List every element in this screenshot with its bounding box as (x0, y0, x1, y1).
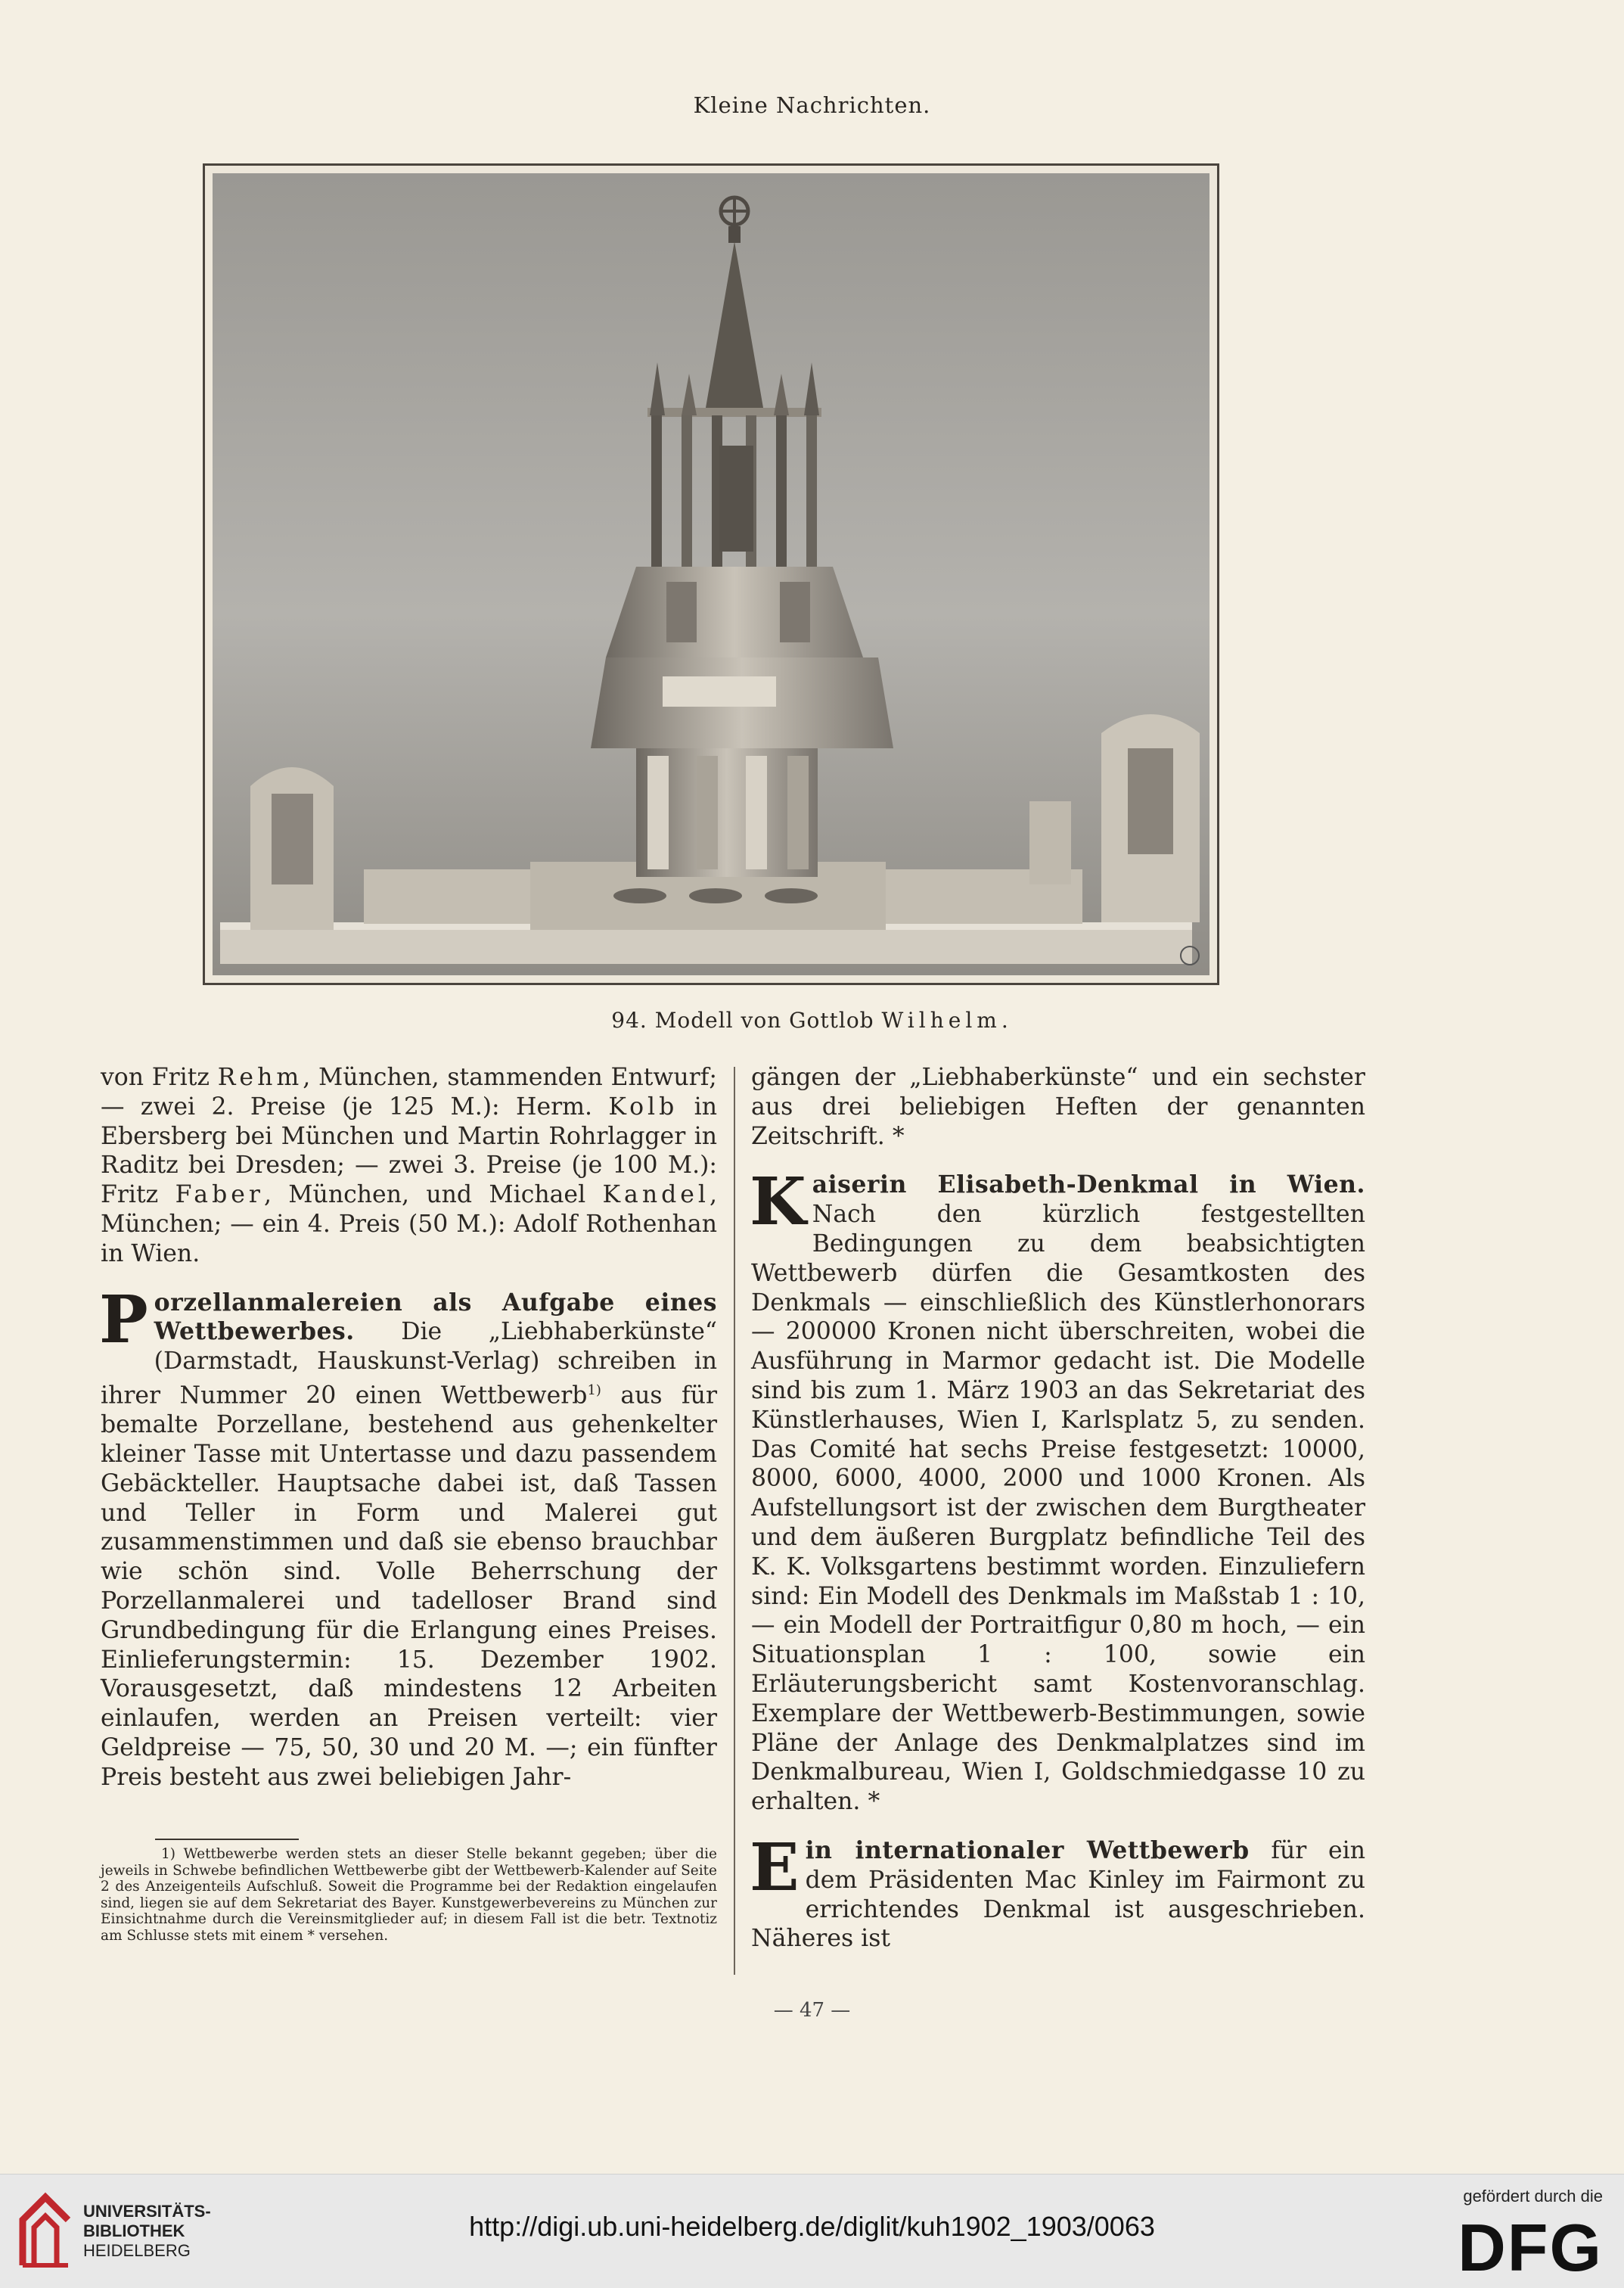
article-body: für ein dem Präsidenten Mac Kinley im Fairmont zu errichtendes Denkmal ist ausgeschrieben. Näheres ist (751, 1836, 1365, 1953)
article-body: Nach den kürzlich festgestellten Bedingungen zu dem beabsichtigten Wettbewerb dürfen die Gesamtkosten des Denkmals — einschließlich des Künstlerhonorars — 200000 Kronen nicht überschreiten, wobei die Ausführung in Marmor gedacht ist. Die Modelle sind bis zum 1. März 1903 an das Sekretariat des Künstlerhauses, Wien I, Karlsplatz 5, zu senden. Das Comité hat sechs Preise festgesetzt: 10000, 8000, 6000, 4000, 2000 und 1000 Kronen. Als Aufstellungsort ist der zwischen dem Burgtheater und dem äußeren Burgplatz befindliche Teil des K. K. Volksgartens bestimmt worden. Einzuliefern sind: Ein Modell des Denkmals im Maßstab 1 : 10, — ein Modell der Portraitfigur 0,80 m hoch, — ein Situationsplan 1 : 100, sowie ein Erläuterungsbericht samt Kostenvoranschlag. Exemplare der Wettbewerb-Bestimmungen, sowie Pläne der Anlage des Denkmalplatzes sind im Denkmalbureau, Wien I, Goldschmiedgasse 10 zu erhalten. * (751, 1201, 1365, 1816)
left-column (101, 1063, 717, 1792)
spaced-name: Kolb (608, 1093, 678, 1121)
right-column (751, 1063, 1365, 1954)
article-body: Die „Liebhaberkünste“ (Darmstadt, Hauskunst-Verlag) schreiben in ihrer Nummer 20 einen Wettbewerb (101, 1318, 717, 1410)
fountain-model-image (213, 173, 1209, 975)
figure-caption (0, 1008, 1624, 1033)
caption-prefix: 94. Modell von Gottlob (611, 1008, 874, 1033)
library-line-1: UNIVERSITÄTS- (83, 2202, 211, 2221)
footer-bar (0, 2174, 1624, 2288)
running-head: Kleine Nachrichten. (693, 92, 931, 118)
footnote-mark: 1) (587, 1382, 601, 1398)
drop-cap: E (750, 1829, 800, 1906)
library-line-2: BIBLIOTHEK (83, 2221, 185, 2240)
drop-cap: P (99, 1281, 148, 1358)
page-number: — 47 — (773, 1999, 851, 2022)
library-line-3: HEIDELBERG (83, 2241, 191, 2260)
funded-by-label: gefördert durch die (1463, 2187, 1603, 2206)
prize-list-paragraph (101, 1063, 717, 1269)
caption-name: Wilhelm. (881, 1008, 1013, 1033)
continuation-paragraph: gängen der „Liebhaberkünste“ und ein sechster aus drei beliebigen Heften der genannten Zeitschrift. * (751, 1064, 1365, 1150)
footnote-rule (155, 1839, 299, 1840)
spaced-name: Rehm (217, 1064, 303, 1091)
article-heading: in internationaler Wettbewerb (805, 1836, 1250, 1864)
text-run: in Ebersberg bei München und Martin Rohrlagger in Raditz bei Dresden; — zwei 3. Preise (je 100 M.): Fritz (101, 1093, 717, 1209)
article-heading: orzellanmalereien als Aufgabe eines Wettbewerbes. (154, 1288, 717, 1346)
footnote (101, 1846, 717, 1944)
text-run: , München; — ein 4. Preis (50 M.): Adolf Rothenhan in Wien. (101, 1181, 717, 1267)
text-run: von Fritz (101, 1064, 218, 1091)
permalink-url[interactable]: http://digi.ub.uni-heidelberg.de/diglit/kuh1902_1903/0063 (469, 2211, 1155, 2242)
spaced-name: Faber (175, 1181, 264, 1209)
porcelain-article-text (99, 1281, 718, 1792)
text-run: , München, stammenden Entwurf; — zwei 2. Preise (je 125 M.): Herm. (101, 1064, 717, 1121)
dfg-logo[interactable]: DFG (1458, 2210, 1603, 2285)
figure-photo (203, 163, 1219, 985)
article-heading: aiserin Elisabeth-Denkmal in Wien. (812, 1170, 1365, 1199)
porcelain-article (99, 1281, 718, 1792)
footnote-text: 1) Wettbewerbe werden stets an dieser Stelle bekannt gegeben; über die jeweils in Schwebe befindlichen Wettbewerbe gibt der Wettbewerb-Kalender auf Seite 2 des Anzeigenteils Aufschluß. Soweit die Programme bei der Redaktion eingelaufen sind, liegen sie auf dem Sekretariat des Bayer. Kunstgewerbevereins zu München zur Einsichtnahme durch die Vereinsmitglieder auf; in diesem Fall ist die betr. Textnotiz am Schlusse stets mit einem * versehen. (101, 1846, 717, 1944)
article-body: aus für bemalte Porzellane, bestehend aus gehenkelter kleiner Tasse mit Untertasse und dazu passendem Gebäckteller. Hauptsache dabei ist, daß Tassen und Teller in Form und Malerei gut zusammenstimmen und daß sie ebenso brauchbar wie schön sind. Volle Beherrschung der Porzellanmalerei und tadelloser Brand sind Grundbedingung für die Erlangung eines Preises. Einlieferungstermin: 15. Dezember 1902. Vorausgesetzt, daß mindestens 12 Arbeiten einlaufen, werden an Preisen verteilt: vier Geldpreise — 75, 50, 30 und 20 M. —; ein fünfter Preis besteht aus zwei beliebigen Jahr- (101, 1382, 718, 1791)
international-article-text (750, 1829, 1365, 1954)
international-competition-article (750, 1829, 1365, 1954)
spaced-name: Kandel (602, 1181, 710, 1209)
elisabeth-memorial-article (750, 1164, 1365, 1817)
text-run: , München, und Michael (263, 1181, 603, 1209)
elisabeth-article-text (750, 1164, 1365, 1817)
drop-cap: K (750, 1164, 806, 1241)
column-divider (734, 1067, 735, 1975)
